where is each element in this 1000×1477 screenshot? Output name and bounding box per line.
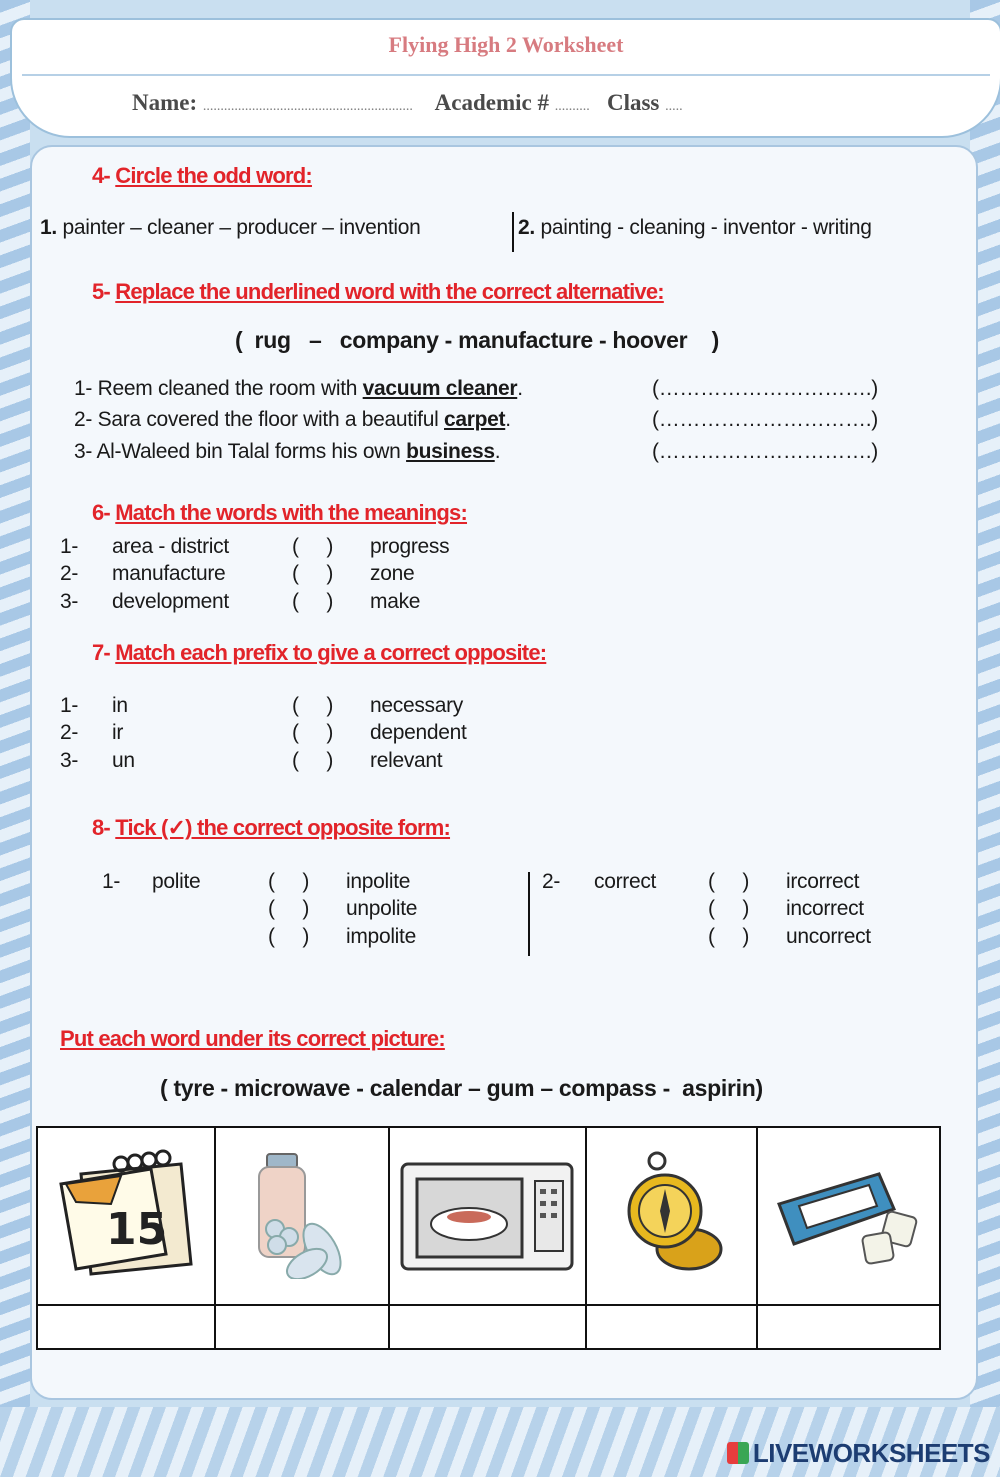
- header-divider: [22, 74, 990, 76]
- decorative-left-border: [0, 0, 30, 1477]
- q8-number: 8-: [92, 815, 110, 840]
- microwave-picture: [397, 1149, 577, 1279]
- q6-row-3-word: development: [112, 590, 229, 613]
- q6-row-1-word: area - district: [112, 535, 229, 558]
- q6-row-2-meaning: zone: [370, 562, 415, 585]
- q5-item-1-underlined-word: vacuum cleaner: [362, 377, 518, 400]
- q6-row-1-answer-bracket[interactable]: ( ): [292, 535, 334, 558]
- answer-cell-1[interactable]: [37, 1305, 215, 1349]
- picture-table: [36, 1126, 941, 1350]
- q9-word-bank: ( tyre - microwave - calendar – gum – compass - aspirin): [160, 1075, 763, 1101]
- q8-right-option-2: incorrect: [786, 897, 864, 920]
- q5-item-3: [74, 440, 500, 464]
- q8-right-word: correct: [594, 870, 657, 893]
- pills-picture: [247, 1149, 357, 1279]
- q5-item-2-text: Sara covered the floor with a beautiful: [97, 408, 444, 431]
- q8-right-tick-box-2[interactable]: ( ): [708, 897, 750, 920]
- q8-divider: [528, 872, 530, 956]
- q5-item-1-text: Reem cleaned the room with: [97, 377, 363, 400]
- q5-number: 5-: [92, 279, 110, 304]
- student-info-fields: [132, 90, 683, 116]
- gum-picture-cell: [757, 1127, 940, 1305]
- q7-row-1-number: 1-: [60, 694, 79, 717]
- liveworksheets-logo: [727, 1438, 990, 1469]
- q4-item-1-number: 1.: [40, 216, 57, 239]
- gum-picture: [769, 1154, 929, 1274]
- q5-item-2: [74, 408, 511, 432]
- q7-row-1-answer-bracket[interactable]: ( ): [292, 694, 334, 717]
- q7-number: 7-: [92, 640, 110, 665]
- q8-left-tick-box-1[interactable]: ( ): [268, 870, 310, 893]
- q5-item-3-answer[interactable]: (………………………….): [652, 440, 878, 463]
- q7-row-1-prefix: in: [112, 694, 128, 717]
- q8-right-tick-box-1[interactable]: ( ): [708, 870, 750, 893]
- q6-row-1-meaning: progress: [370, 535, 450, 558]
- q7-title: Match each prefix to give a correct opposite:: [115, 640, 547, 665]
- q5-item-3-text: Al-Waleed bin Talal forms his own: [96, 440, 407, 463]
- academic-field[interactable]: ..........: [554, 99, 590, 114]
- calendar-picture: [51, 1144, 201, 1284]
- answer-cell-3[interactable]: [389, 1305, 586, 1349]
- academic-label: Academic #: [434, 90, 549, 115]
- q5-item-2-number: 2-: [74, 408, 93, 431]
- calendar-date-text: 15: [105, 1203, 168, 1255]
- q6-row-3-number: 3-: [60, 590, 79, 613]
- q4-divider: [512, 212, 514, 252]
- pills-picture-cell: [215, 1127, 389, 1305]
- q5-title: Replace the underlined word with the correct alternative:: [115, 279, 664, 304]
- q6-row-3-meaning: make: [370, 590, 421, 613]
- q8-left-number: 1-: [102, 870, 121, 893]
- q8-right-option-1: ircorrect: [786, 870, 860, 893]
- q8-right-option-3: uncorrect: [786, 925, 871, 948]
- q5-item-3-number: 3-: [74, 440, 93, 463]
- q4-item-2[interactable]: [518, 216, 872, 240]
- q7-row-3-prefix: un: [112, 749, 135, 772]
- name-field[interactable]: ............................................................: [202, 99, 413, 114]
- q9-heading: [60, 1026, 445, 1052]
- q9-title: Put each word under its correct picture:: [60, 1026, 445, 1051]
- q6-row-2-number: 2-: [60, 562, 79, 585]
- q6-heading: [92, 500, 467, 526]
- answer-cell-4[interactable]: [586, 1305, 757, 1349]
- q7-row-3-number: 3-: [60, 749, 79, 772]
- liveworksheets-logo-icon: [727, 1442, 749, 1464]
- q7-row-2-prefix: ir: [112, 721, 124, 744]
- q4-number: 4-: [92, 163, 110, 188]
- q7-heading: [92, 640, 546, 666]
- liveworksheets-logo-text: LIVEWORKSHEETS: [752, 1438, 990, 1468]
- q8-left-option-1: inpolite: [346, 870, 411, 893]
- q8-right-tick-box-3[interactable]: ( ): [708, 925, 750, 948]
- compass-picture: [617, 1149, 727, 1279]
- q5-item-2-underlined-word: carpet: [444, 408, 506, 431]
- q8-right-number: 2-: [542, 870, 561, 893]
- q6-row-1-number: 1-: [60, 535, 79, 558]
- q8-title: Tick (✓) the correct opposite form:: [115, 815, 451, 840]
- q4-item-2-text: painting - cleaning - inventor - writing: [540, 216, 872, 239]
- q5-item-2-answer[interactable]: (………………………….): [652, 408, 878, 431]
- name-label: Name:: [132, 90, 198, 115]
- microwave-picture-cell: [389, 1127, 586, 1305]
- q8-left-word: polite: [152, 870, 201, 893]
- q7-row-2-word: dependent: [370, 721, 467, 744]
- compass-picture-cell: [586, 1127, 757, 1305]
- worksheet-title: Flying High 2 Worksheet: [388, 32, 624, 57]
- q5-heading: [92, 279, 664, 305]
- q5-item-2-end: .: [505, 408, 511, 431]
- q5-item-3-underlined-word: business: [406, 440, 495, 463]
- q6-number: 6-: [92, 500, 110, 525]
- q5-item-1-answer[interactable]: (………………………….): [652, 377, 878, 400]
- q8-left-option-2: unpolite: [346, 897, 418, 920]
- q4-item-2-number: 2.: [518, 216, 535, 239]
- q8-left-option-3: impolite: [346, 925, 416, 948]
- q7-row-2-answer-bracket[interactable]: ( ): [292, 721, 334, 744]
- q6-title: Match the words with the meanings:: [115, 500, 468, 525]
- q6-row-3-answer-bracket[interactable]: ( ): [292, 590, 334, 613]
- q4-item-1-text: painter – cleaner – producer – invention: [62, 216, 421, 239]
- q4-heading: [92, 163, 312, 189]
- q7-row-1-word: necessary: [370, 694, 464, 717]
- q5-item-1: [74, 377, 523, 401]
- q7-row-3-word: relevant: [370, 749, 443, 772]
- q7-row-2-number: 2-: [60, 721, 79, 744]
- q6-row-2-word: manufacture: [112, 562, 226, 585]
- q8-left-tick-box-2[interactable]: ( ): [268, 897, 310, 920]
- calendar-picture-cell: [37, 1127, 215, 1305]
- class-field[interactable]: .....: [665, 99, 683, 114]
- q5-word-bank: ( rug – company - manufacture - hoover ): [235, 327, 720, 353]
- q6-row-2-answer-bracket[interactable]: ( ): [292, 562, 334, 585]
- q8-left-tick-box-3[interactable]: ( ): [268, 925, 310, 948]
- q5-item-1-end: .: [517, 377, 523, 400]
- q4-title: Circle the odd word:: [115, 163, 312, 188]
- q8-heading: [92, 815, 450, 841]
- worksheet-header: [10, 18, 1000, 138]
- answer-cell-5[interactable]: [757, 1305, 940, 1349]
- q7-row-3-answer-bracket[interactable]: ( ): [292, 749, 334, 772]
- class-label: Class: [606, 90, 660, 115]
- q4-item-1[interactable]: [40, 216, 421, 240]
- q5-item-1-number: 1-: [74, 377, 93, 400]
- answer-cell-2[interactable]: [215, 1305, 389, 1349]
- q5-item-3-end: .: [494, 440, 501, 463]
